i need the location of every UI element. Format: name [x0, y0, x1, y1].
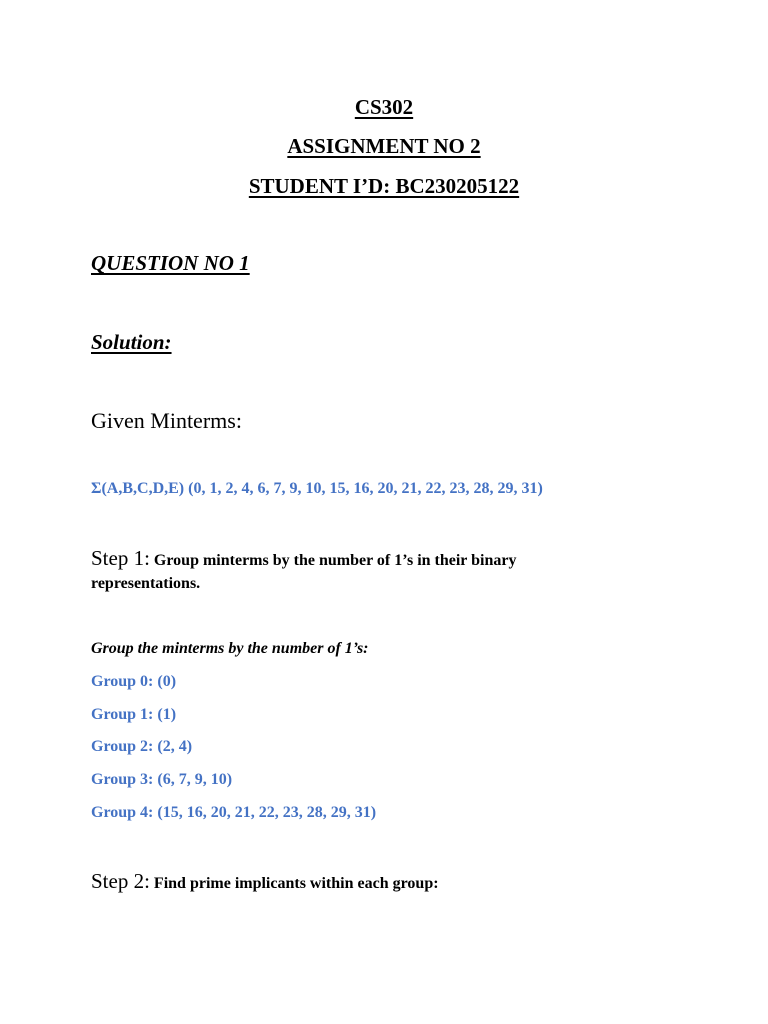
- assignment-title: ASSIGNMENT NO 2: [287, 134, 481, 158]
- group-1: Group 1: (1): [91, 706, 177, 723]
- question-title: QUESTION NO 1: [91, 251, 250, 275]
- course-code-row: [0, 95, 768, 120]
- group-3: Group 3: (6, 7, 9, 10): [91, 771, 233, 788]
- grouping-heading: Group the minterms by the number of 1’s:: [91, 640, 369, 657]
- assignment-title-row: [0, 134, 768, 159]
- step1-label: Step 1:: [91, 546, 150, 570]
- step1-line: [91, 546, 516, 571]
- student-id: STUDENT I’D: BC230205122: [248, 174, 520, 198]
- step1-text-continued: representations.: [91, 575, 201, 592]
- group-4: Group 4: (15, 16, 20, 21, 22, 23, 28, 29, 31): [91, 804, 377, 821]
- step1-text: Group minterms by the number of 1’s in their binary: [149, 552, 517, 569]
- course-code: CS302: [354, 95, 414, 119]
- solution-label: Solution:: [91, 330, 172, 354]
- step2-line: [91, 869, 439, 894]
- student-id-row: [0, 174, 768, 199]
- group-2: Group 2: (2, 4): [91, 738, 193, 755]
- step2-text: Find prime implicants within each group:: [149, 875, 439, 892]
- given-minterms-heading: Given Minterms:: [91, 408, 242, 433]
- group-0: Group 0: (0): [91, 673, 177, 690]
- step2-label: Step 2:: [91, 869, 150, 893]
- minterm-expression: Σ(A,B,C,D,E) (0, 1, 2, 4, 6, 7, 9, 10, 15, 16, 20, 21, 22, 23, 28, 29, 31): [91, 480, 543, 497]
